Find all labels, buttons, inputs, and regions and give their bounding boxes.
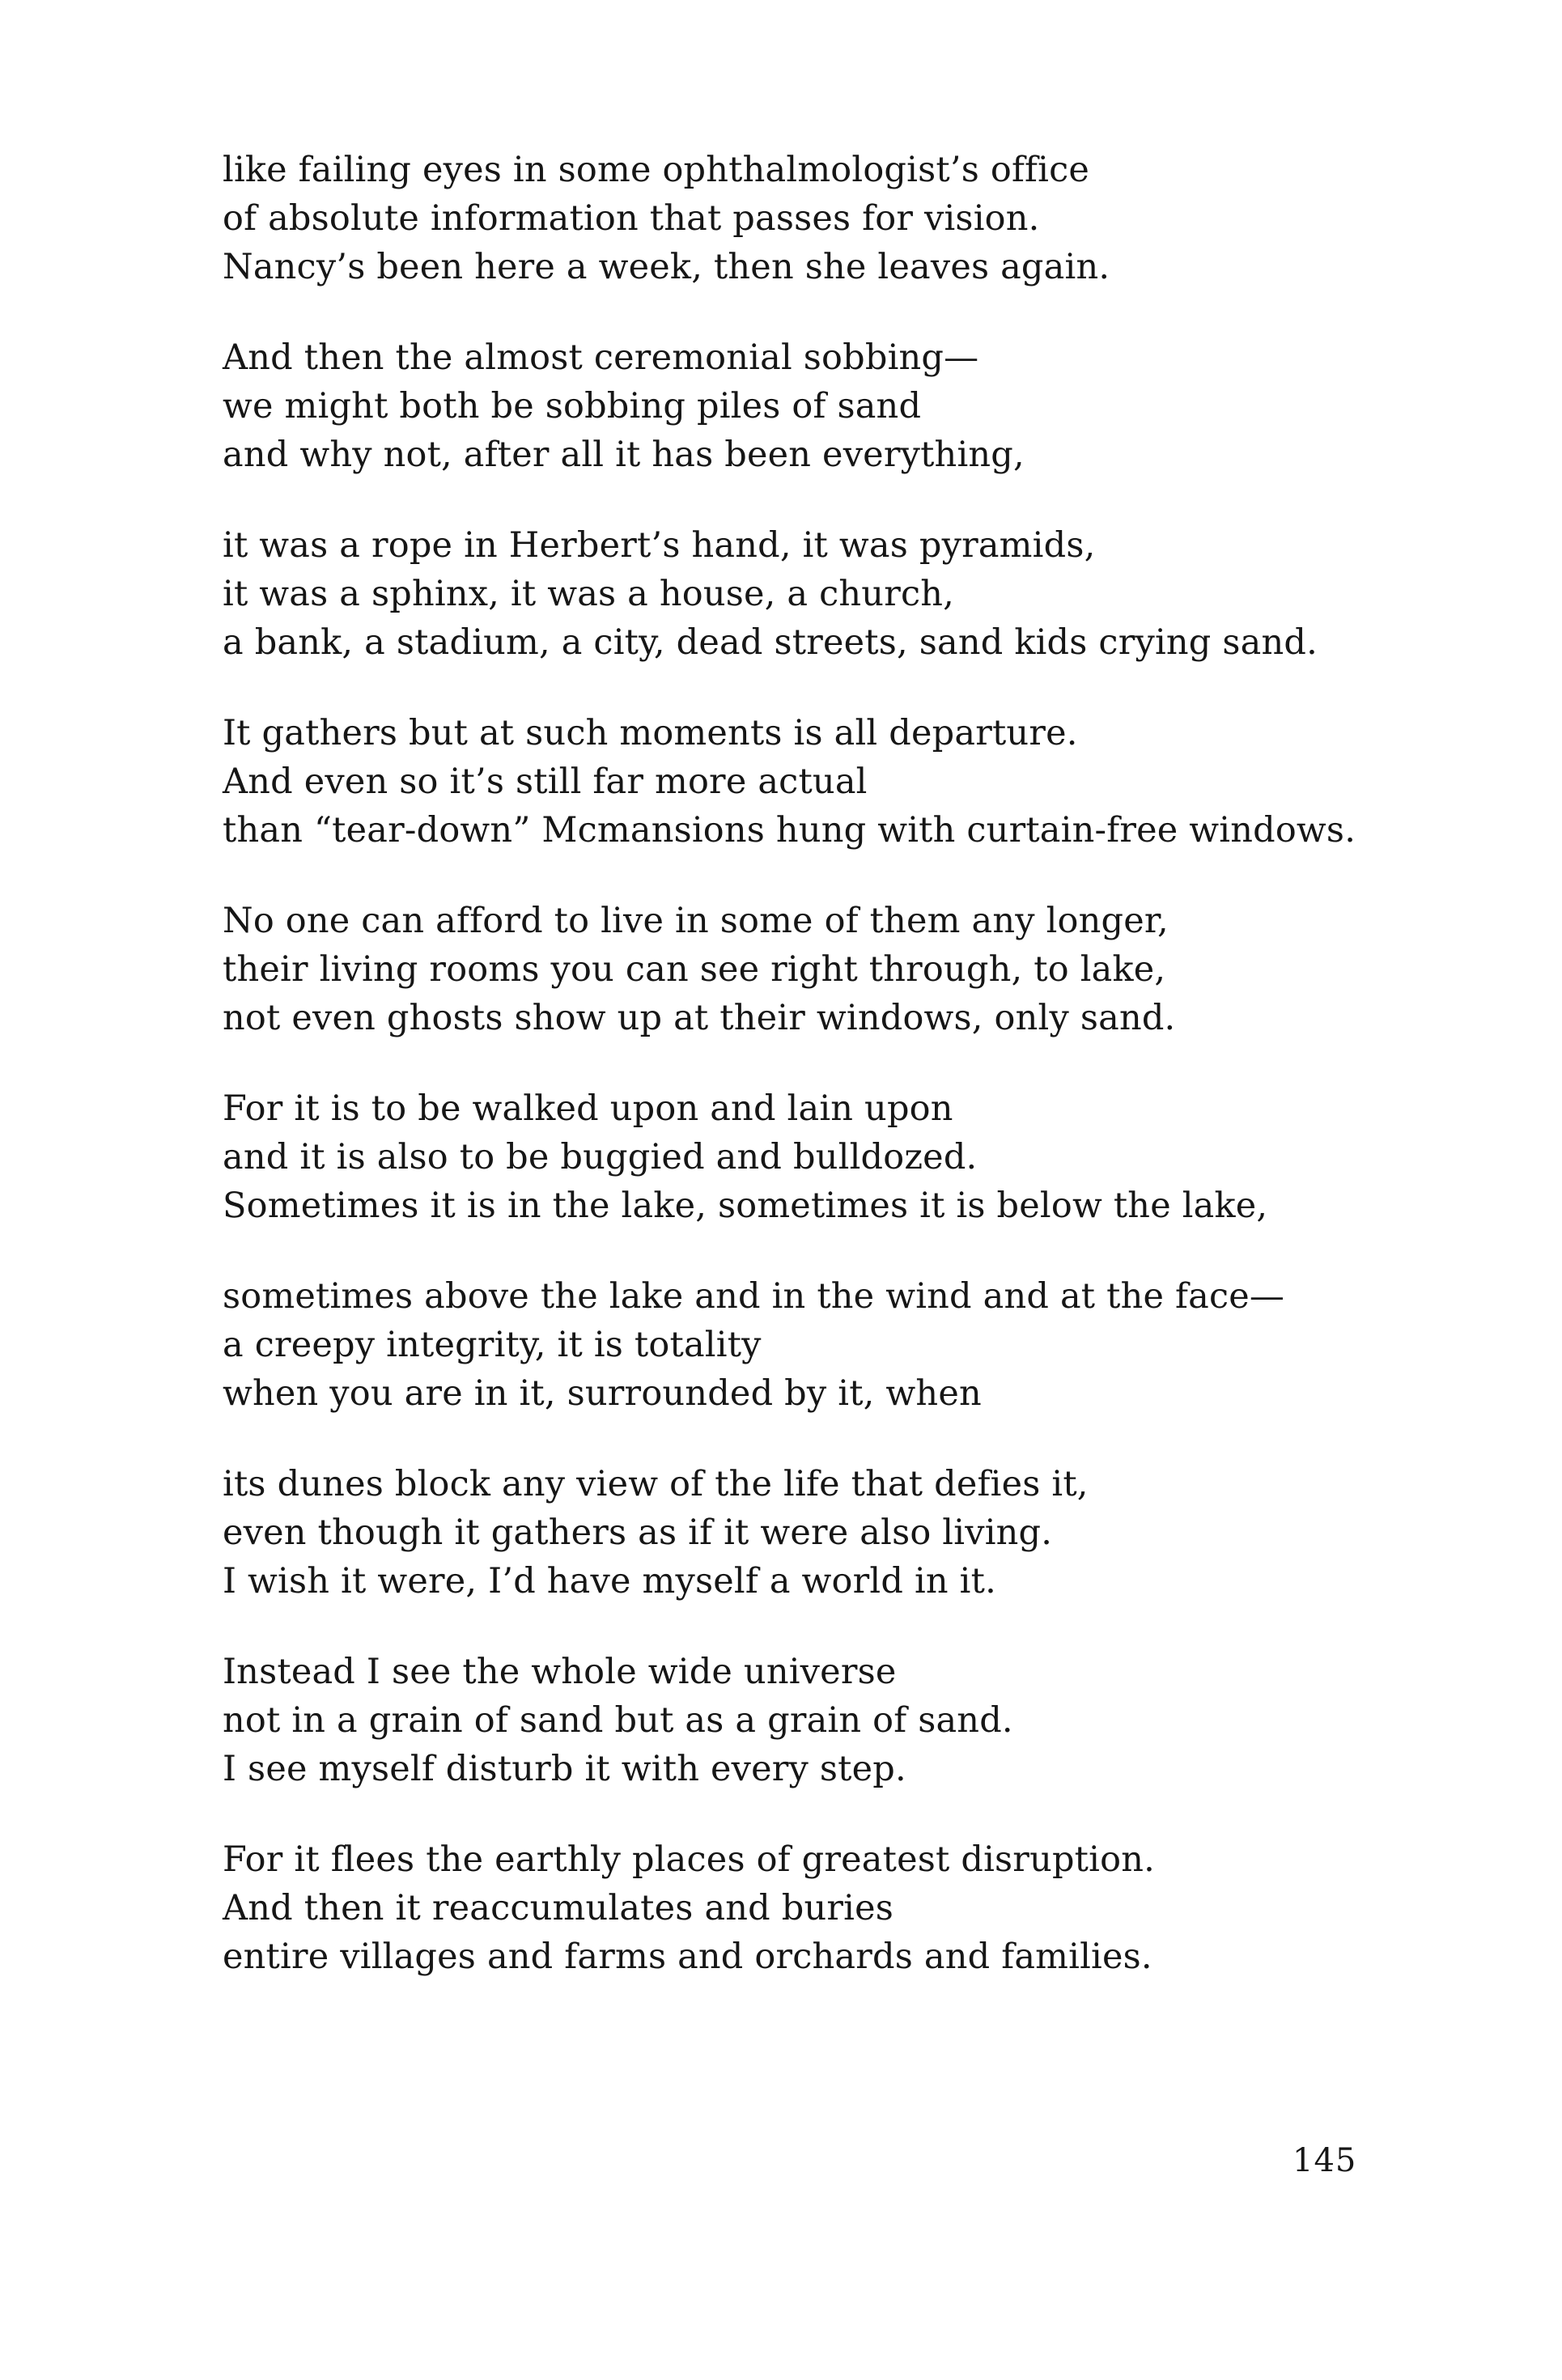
poem-line: we might both be sobbing piles of sand xyxy=(223,386,922,426)
poem-line: their living rooms you can see right through, to lake, xyxy=(223,949,1166,990)
poem-line: even though it gathers as if it were also living. xyxy=(223,1512,1053,1553)
poem-line: and it is also to be buggied and bulldozed. xyxy=(223,1137,978,1177)
stanza xyxy=(223,1835,1323,1981)
poem-line: a creepy integrity, it is totality xyxy=(223,1325,762,1365)
poem-line: And even so it’s still far more actual xyxy=(223,762,868,802)
poem-line: not in a grain of sand but as a grain of sand. xyxy=(223,1700,1013,1741)
poem-body xyxy=(223,146,1356,2023)
poem-line: not even ghosts show up at their windows, only sand. xyxy=(223,998,1176,1038)
stanza xyxy=(223,1648,1323,1793)
poem-line: Nancy’s been here a week, then she leaves again. xyxy=(223,247,1110,287)
poem-line: I see myself disturb it with every step. xyxy=(223,1749,906,1789)
poem-line: its dunes block any view of the life that defies it, xyxy=(223,1464,1089,1504)
poem-line: Sometimes it is in the lake, sometimes it is below the lake, xyxy=(223,1186,1268,1226)
poem-line: it was a sphinx, it was a house, a church, xyxy=(223,574,954,614)
poem-line: And then it reaccumulates and buries xyxy=(223,1888,894,1928)
stanza xyxy=(223,1084,1323,1230)
poem-line: And then the almost ceremonial sobbing— xyxy=(223,337,979,378)
poem-line: like failing eyes in some ophthalmologist’s office xyxy=(223,150,1090,190)
poem-line: It gathers but at such moments is all departure. xyxy=(223,713,1078,753)
stanza xyxy=(223,146,1323,291)
poem-line: For it flees the earthly places of greatest disruption. xyxy=(223,1839,1155,1880)
page-number: 145 xyxy=(1292,2142,1357,2179)
poem-line: when you are in it, surrounded by it, when xyxy=(223,1373,982,1414)
poem-line: sometimes above the lake and in the wind and at the face— xyxy=(223,1276,1285,1317)
stanza xyxy=(223,709,1356,855)
stanza xyxy=(223,333,1323,479)
stanza xyxy=(223,897,1323,1042)
poem-line: No one can afford to live in some of them any longer, xyxy=(223,901,1169,941)
stanza xyxy=(223,521,1323,667)
poem-line: For it is to be walked upon and lain upon xyxy=(223,1088,953,1129)
poem-line: and why not, after all it has been everything, xyxy=(223,435,1025,475)
stanza xyxy=(223,1272,1323,1418)
poem-line: a bank, a stadium, a city, dead streets, sand kids crying sand. xyxy=(223,622,1318,663)
poem-line: than “tear-down” Mcmansions hung with curtain-free windows. xyxy=(223,810,1356,851)
poem-line: I wish it were, I’d have myself a world in it. xyxy=(223,1561,996,1602)
poem-line: Instead I see the whole wide universe xyxy=(223,1652,897,1692)
poem-line: of absolute information that passes for vision. xyxy=(223,198,1040,239)
poem-line: it was a rope in Herbert’s hand, it was pyramids, xyxy=(223,525,1096,566)
stanza xyxy=(223,1460,1323,1606)
poem-line: entire villages and farms and orchards and families. xyxy=(223,1937,1152,1977)
